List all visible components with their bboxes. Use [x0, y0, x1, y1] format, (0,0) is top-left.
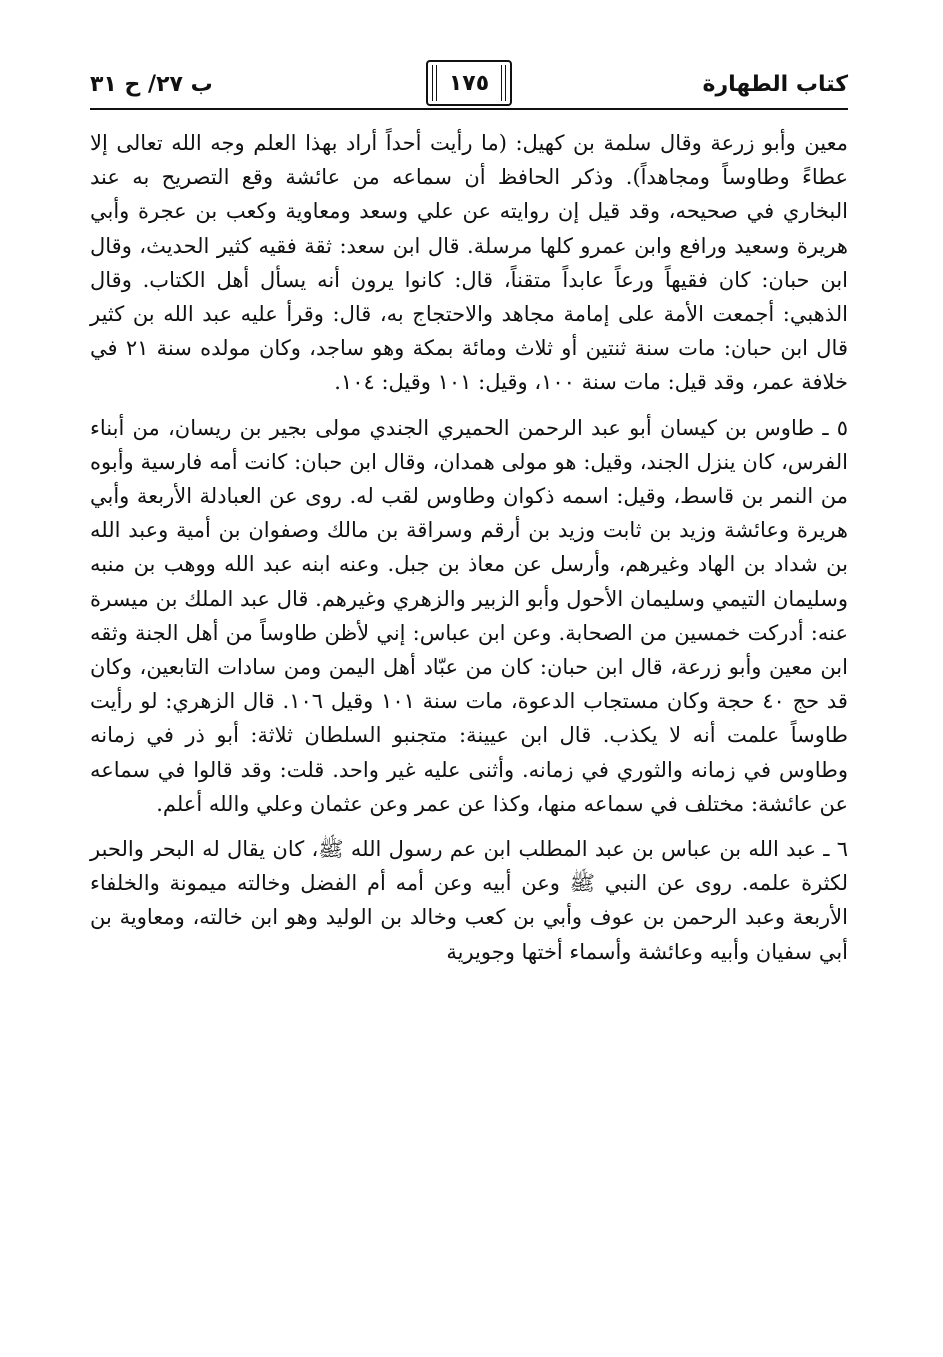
page-header: [90, 60, 848, 116]
paragraph-tawus: ٥ ـ طاوس بن كيسان أبو عبد الرحمن الحميري الجندي مولى بجير بن ريسان، من أبناء الفرس، كان ينزل الجند، وقيل: هو مولى همدان، وقال ابن حبان: كانت أمه فارسية وأبوه من النمر بن قاسط، وقيل: اسمه ذكوان وطاوس لقب له. روى عن العبادلة الأربعة وأبي هريرة وعائشة وزيد بن ثابت وزيد بن أرقم وسراقة بن مالك وصفوان بن أمية وعبد الله بن شداد بن الهاد وغيرهم، وأرسل عن معاذ بن جبل. وعنه ابنه عبد الله ووهب بن منبه وسليمان التيمي وسليمان الأحول وأبو الزبير والزهري وغيرهم. قال عبد الملك بن ميسرة عنه: أدركت خمسين من الصحابة. وعن ابن عباس: إني لأظن طاوساً من أهل الجنة وثقه ابن معين وأبو زرعة، قال ابن حبان: كان من عبّاد أهل اليمن ومن سادات التابعين، وكان قد حج ٤٠ حجة وكان مستجاب الدعوة، مات سنة ١٠١ وقيل ١٠٦. قال الزهري: لو رأيت طاوساً علمت أنه لا يكذب. قال ابن عيينة: متجنبو السلطان ثلاثة: أبو ذر في زمانه وطاوس في زمانه والثوري في زمانه. وأثنى عليه غير واحد. قلت: وقد قالوا في سماعه عن عائشة: مختلف في سماعه منها، وكذا عن عمر وعن عثمان وعلي والله أعلم.: [90, 415, 848, 816]
book-page: [90, 60, 848, 1310]
page-body: [90, 126, 848, 969]
paragraph-mujahid-continued: معين وأبو زرعة وقال سلمة بن كهيل: (ما رأيت أحداً أراد بهذا العلم وجه الله تعالى إلا عطاءً وطاوساً ومجاهداً). وذكر الحافظ أن سماعه من عائشة وقع التصريح به عند البخاري في صحيحه، وقد قيل إن روايته عن علي وسعد ومعاوية وكعب بن عجرة وأبي هريرة وسعيد ورافع وابن عمرو كلها مرسلة. قال ابن سعد: ثقة فقيه كثير الحديث، وقال ابن حبان: كان فقيهاً ورعاً عابداً متقناً، قال: كانوا يرون أنه يسأل أهل الكتاب. وقال الذهبي: أجمعت الأمة على إمامة مجاهد والاحتجاج به، قال: وقرأ عليه عبد الله بن كثير قال ابن حبان: مات سنة ثنتين أو ثلاث ومائة بمكة وهو ساجد، وكان مولده سنة ٢١ في خلافة عمر، وقد قيل: مات سنة ١٠٠، وقيل: ١٠١ وقيل: ١٠٤.: [90, 131, 848, 395]
paragraph-ibn-abbas: ٦ ـ عبد الله بن عباس بن عبد المطلب ابن عم رسول الله ﷺ، كان يقال له البحر والحبر لكثرة علمه. روى عن النبي ﷺ وعن أبيه وعن أمه أم الفضل وخالته ميمونة والخلفاء الأربعة وعبد الرحمن بن عوف وأبي بن كعب وخالد بن الوليد وهو ابن خالته، ومعاوية بن أبي سفيان وأبيه وعائشة وأسماء أختها وجويرية: [90, 837, 848, 964]
page-number: [426, 60, 512, 106]
running-title: كتاب الطهارة: [702, 72, 848, 97]
header-rule: [90, 108, 848, 110]
page-number-text: ١٧٥: [448, 70, 490, 96]
chapter-hadith-reference: ب ٢٧/ ح ٣١: [90, 72, 213, 97]
